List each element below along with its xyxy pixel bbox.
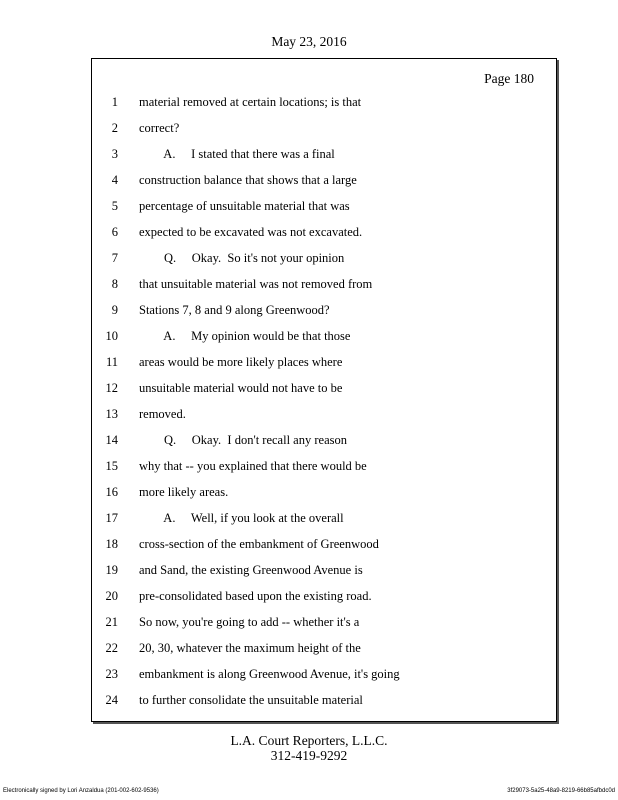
line-text: percentage of unsuitable material that was xyxy=(139,199,350,213)
line-number: 8 xyxy=(111,277,118,291)
line-number: 24 xyxy=(105,693,118,707)
line-number: 14 xyxy=(105,433,118,447)
line-text: pre-consolidated based upon the existing road. xyxy=(139,589,372,603)
line-number: 11 xyxy=(105,355,118,369)
line-number: 13 xyxy=(105,407,118,421)
line-text: Q. Okay. I don't recall any reason xyxy=(139,433,347,447)
line-text: Stations 7, 8 and 9 along Greenwood? xyxy=(139,303,330,317)
line-text: construction balance that shows that a large xyxy=(139,173,357,187)
line-text: that unsuitable material was not removed from xyxy=(139,277,373,291)
line-text: cross-section of the embankment of Greenwood xyxy=(139,537,379,551)
line-number: 18 xyxy=(105,537,118,551)
line-text: A. I stated that there was a final xyxy=(139,147,335,161)
line-number: 15 xyxy=(105,459,118,473)
line-text: and Sand, the existing Greenwood Avenue is xyxy=(139,563,363,577)
line-number: 22 xyxy=(105,641,118,655)
electronic-signature: Electronically signed by Lori Anzaldua (201-002-602-9536) xyxy=(3,788,159,794)
line-number: 3 xyxy=(111,147,118,161)
line-number: 19 xyxy=(105,563,118,577)
line-number: 4 xyxy=(111,173,118,187)
line-number: 20 xyxy=(105,589,118,603)
line-text: expected to be excavated was not excavated. xyxy=(139,225,363,239)
line-text: to further consolidate the unsuitable material xyxy=(139,693,363,707)
line-text: Q. Okay. So it's not your opinion xyxy=(139,251,345,265)
line-text: removed. xyxy=(139,407,186,421)
line-text: embankment is along Greenwood Avenue, it's going xyxy=(139,667,400,681)
transcript-date: May 23, 2016 xyxy=(271,34,347,49)
line-text: why that -- you explained that there would be xyxy=(139,459,367,473)
reporter-phone: 312-419-9292 xyxy=(270,748,348,763)
page-number: Page 180 xyxy=(484,71,534,86)
line-number: 12 xyxy=(105,381,118,395)
line-number: 5 xyxy=(111,199,118,213)
line-number: 1 xyxy=(111,95,118,109)
line-number: 17 xyxy=(105,511,118,525)
line-text: So now, you're going to add -- whether it's a xyxy=(139,615,360,629)
line-number: 16 xyxy=(105,485,118,499)
line-number: 10 xyxy=(105,329,118,343)
line-number: 6 xyxy=(111,225,118,239)
reporter-company: L.A. Court Reporters, L.L.C. xyxy=(230,733,388,748)
line-number: 21 xyxy=(105,615,118,629)
line-text: material removed at certain locations; is that xyxy=(139,95,362,109)
line-number: 23 xyxy=(105,667,118,681)
line-number: 9 xyxy=(111,303,118,317)
document-hash: 3f29073-5a25-48a9-8219-66b85afbdc0d xyxy=(507,788,615,794)
line-number: 2 xyxy=(111,121,118,135)
line-text: A. Well, if you look at the overall xyxy=(139,511,344,525)
line-text: A. My opinion would be that those xyxy=(139,329,351,343)
line-text: areas would be more likely places where xyxy=(139,355,343,369)
transcript-page xyxy=(91,58,557,722)
line-text: correct? xyxy=(139,121,180,135)
line-text: more likely areas. xyxy=(139,485,229,499)
line-text: 20, 30, whatever the maximum height of the xyxy=(139,641,361,655)
line-text: unsuitable material would not have to be xyxy=(139,381,343,395)
line-number: 7 xyxy=(111,251,118,265)
